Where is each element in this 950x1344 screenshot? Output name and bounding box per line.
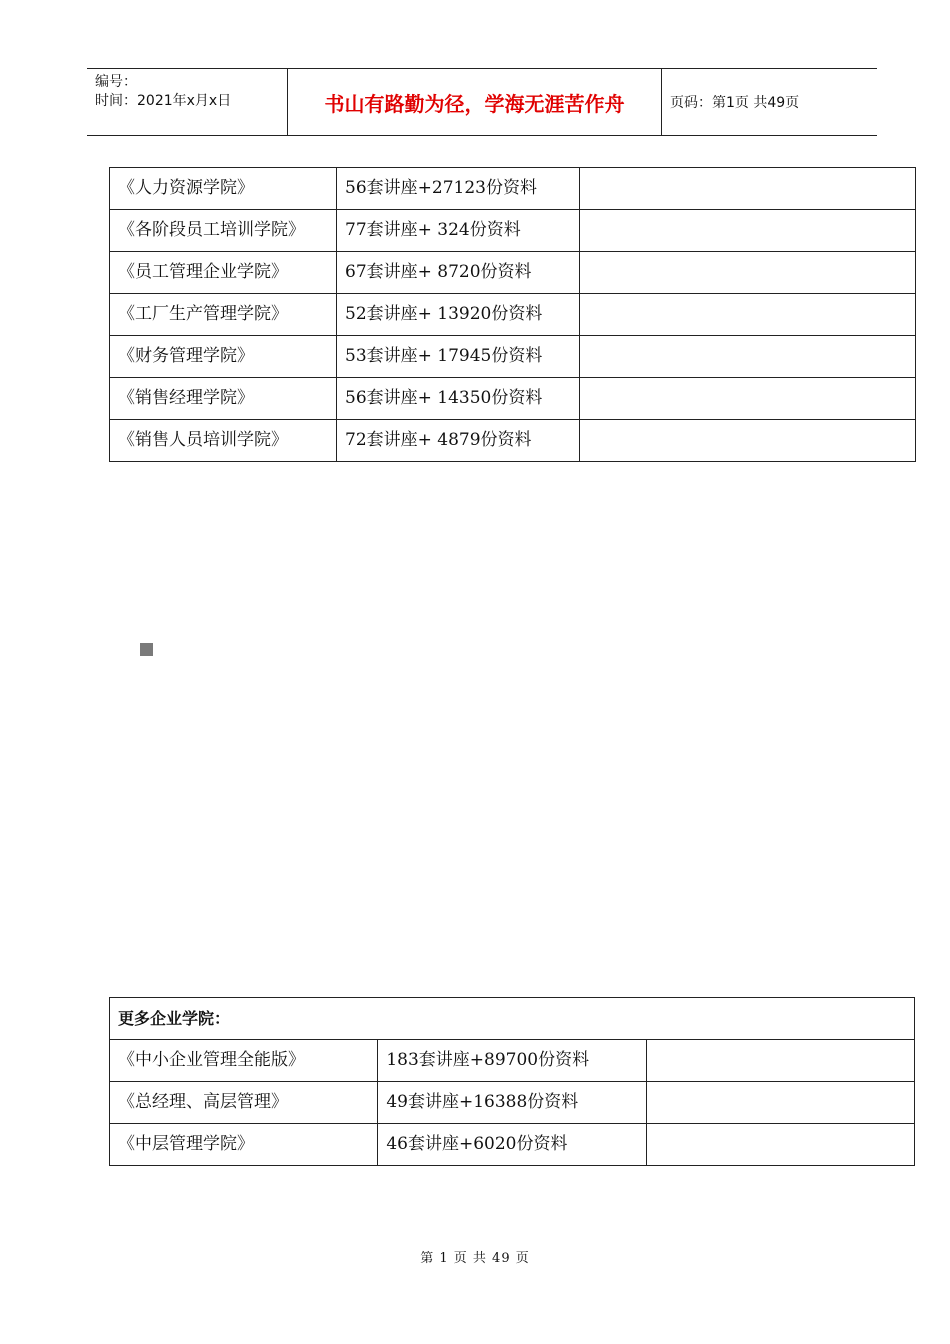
header-motto: 书山有路勤为径，学海无涯苦作舟	[288, 69, 662, 135]
academy-detail-cell: 77套讲座+ 324份资料	[337, 210, 580, 252]
academy-extra-cell	[646, 1082, 914, 1124]
header-meta	[87, 69, 288, 135]
table-row	[110, 294, 916, 336]
header-page-info: 页码：第1页 共49页	[670, 95, 800, 111]
academy-name-cell: 《财务管理学院》	[110, 336, 337, 378]
academy-detail-cell: 46套讲座+6020份资料	[378, 1124, 646, 1166]
page-footer: 第 1 页 共 49 页	[420, 1251, 530, 1266]
academy-name-cell: 《人力资源学院》	[110, 168, 337, 210]
more-academies-table	[109, 997, 915, 1166]
academy-extra-cell	[580, 336, 916, 378]
academy-detail-cell: 72套讲座+ 4879份资料	[337, 420, 580, 462]
academy-detail-cell: 53套讲座+ 17945份资料	[337, 336, 580, 378]
academy-extra-cell	[580, 294, 916, 336]
table-row	[110, 252, 916, 294]
academy-name-cell: 《中层管理学院》	[110, 1124, 378, 1166]
academy-name-cell: 《员工管理企业学院》	[110, 252, 337, 294]
academy-name-cell: 《各阶段员工培训学院》	[110, 210, 337, 252]
academy-detail-cell: 67套讲座+ 8720份资料	[337, 252, 580, 294]
table-row	[110, 336, 916, 378]
page-header	[87, 68, 877, 136]
academy-name-cell: 《总经理、高层管理》	[110, 1082, 378, 1124]
academy-extra-cell	[580, 168, 916, 210]
academy-name-cell: 《销售经理学院》	[110, 378, 337, 420]
table-title-row	[110, 998, 915, 1040]
table-row	[110, 420, 916, 462]
academy-name-cell: 《中小企业管理全能版》	[110, 1040, 378, 1082]
academy-extra-cell	[646, 1124, 914, 1166]
table-row	[110, 210, 916, 252]
table-row	[110, 168, 916, 210]
document-number-label: 编号：	[95, 74, 137, 90]
square-bullet-icon	[140, 643, 153, 656]
table-row	[110, 378, 916, 420]
table-row	[110, 1124, 915, 1166]
academy-detail-cell: 183套讲座+89700份资料	[378, 1040, 646, 1082]
table-row	[110, 1082, 915, 1124]
table-row	[110, 1040, 915, 1082]
academy-extra-cell	[580, 420, 916, 462]
academy-detail-cell: 56套讲座+27123份资料	[337, 168, 580, 210]
academy-name-cell: 《销售人员培训学院》	[110, 420, 337, 462]
academy-extra-cell	[580, 252, 916, 294]
academy-table	[109, 167, 916, 462]
academy-detail-cell: 52套讲座+ 13920份资料	[337, 294, 580, 336]
academy-extra-cell	[580, 378, 916, 420]
academy-detail-cell: 56套讲座+ 14350份资料	[337, 378, 580, 420]
academy-extra-cell	[646, 1040, 914, 1082]
academy-extra-cell	[580, 210, 916, 252]
document-time-label: 时间：2021年x月x日	[95, 93, 232, 109]
section-title: 更多企业学院：	[110, 998, 915, 1040]
academy-name-cell: 《工厂生产管理学院》	[110, 294, 337, 336]
academy-detail-cell: 49套讲座+16388份资料	[378, 1082, 646, 1124]
